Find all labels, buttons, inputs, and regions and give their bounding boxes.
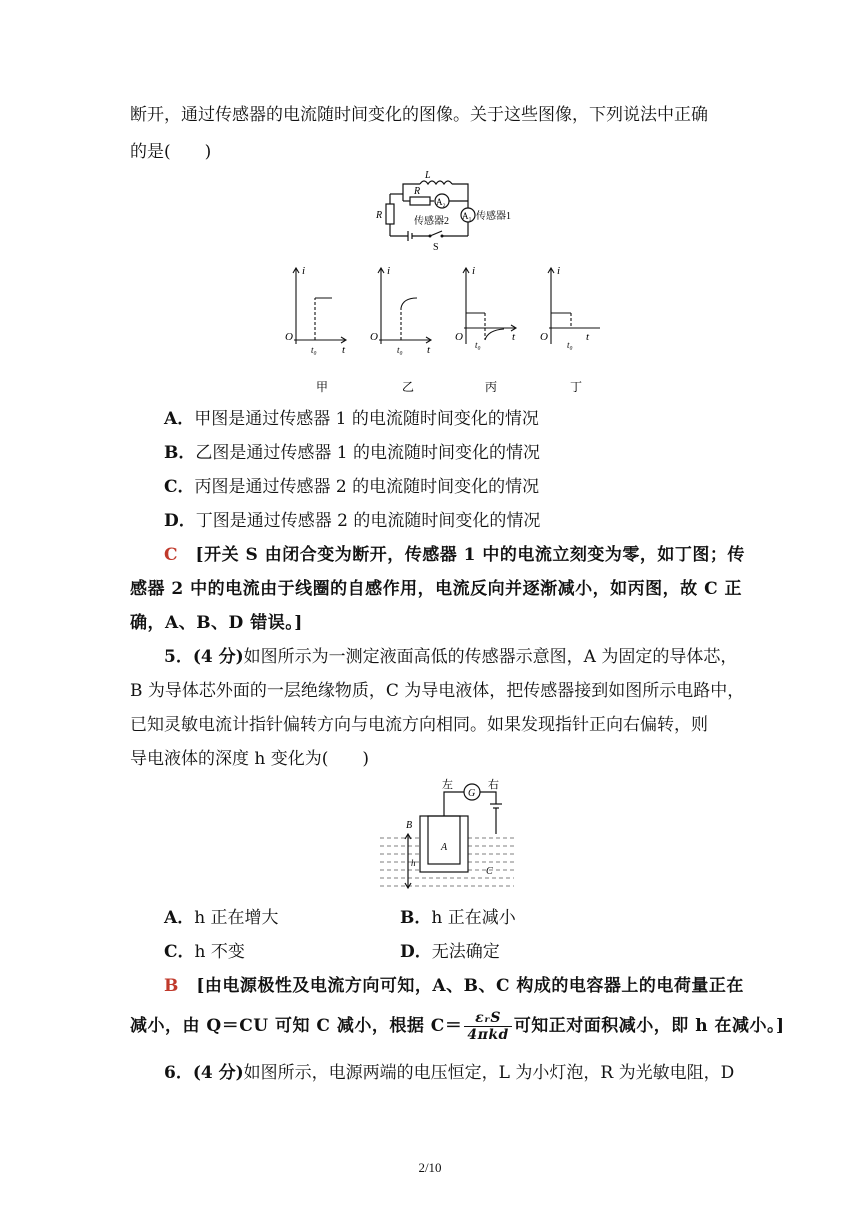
q5-option-d: D．无法确定 [400, 942, 500, 962]
sensor1-label: 传感器1 [476, 211, 511, 222]
graph1-origin: O [285, 331, 293, 343]
graph1-axis-t: t [342, 344, 346, 356]
q6-stem-line1: 6．(4 分)如图所示，电源两端的电压恒定，L 为小灯泡，R 为光敏电阻，D [164, 1063, 735, 1083]
q5-explanation-line1: B [由电源极性及电流方向可知，A、B、C 构成的电容器上的电荷量正在 [164, 976, 744, 996]
graph1-t0: t₀ [311, 345, 317, 355]
q5-option-a: A．h 正在增大 [164, 908, 279, 928]
right-label: 右 [488, 779, 499, 791]
galvanometer-label: G [468, 788, 476, 799]
graph4-origin: O [540, 331, 548, 343]
switch-label: S [433, 242, 439, 253]
q4-explanation-line1: C [开关 S 由闭合变为断开，传感器 1 中的电流立刻变为零，如丁图；传 [164, 545, 745, 565]
q4-option-c: C．丙图是通过传感器 2 的电流随时间变化的情况 [164, 477, 540, 497]
graph4-t0: t₀ [567, 340, 573, 350]
q5-explanation-line2: 减小，由 Q＝CU 可知 C 减小，根据 C＝ $\frac{\text{εᵣS}}{\text{4πkd}}$ 可知正对面积减小，即 h 在减小。] [130, 1010, 785, 1043]
q5-stem-line1: 5．(4 分)如图所示为一测定液面高低的传感器示意图，A 为固定的导体芯， [164, 647, 738, 667]
graph4-axis-t: t [586, 331, 590, 343]
q5-stem-line3: 已知灵敏电流计指针偏转方向与电流方向相同。如果发现指针正向右偏转，则 [130, 715, 708, 735]
depth-h-label: h [411, 858, 416, 868]
core-a-label: A [441, 842, 448, 853]
graph3-t0: t₀ [475, 340, 481, 350]
resistor-r1-label: R [376, 210, 383, 221]
graph2-axis-i: i [387, 265, 391, 277]
ammeter-a1-label: A₁ [462, 211, 472, 221]
q4-explanation-line2: 感器 2 中的电流由于线圈的自感作用，电流反向并逐渐减小，如丙图，故 C 正 [130, 579, 743, 599]
graph2-t0: t₀ [397, 345, 403, 355]
graph2-caption: 乙 [402, 380, 415, 394]
graph1-caption: 甲 [316, 380, 329, 394]
graph2-origin: O [370, 331, 378, 343]
q4-option-d: D．丁图是通过传感器 2 的电流随时间变化的情况 [164, 511, 541, 531]
q4-answer: C [164, 545, 179, 565]
graph3-axis-i: i [472, 265, 476, 277]
graph3-axis-t: t [512, 331, 516, 343]
liquid-c-label: C [486, 866, 493, 877]
q4-option-b: B．乙图是通过传感器 1 的电流随时间变化的情况 [164, 443, 540, 463]
q4-option-a: A．甲图是通过传感器 1 的电流随时间变化的情况 [164, 409, 539, 429]
graph2-axis-t: t [427, 344, 431, 356]
graph4-axis-i: i [557, 265, 561, 277]
graph3-origin: O [455, 331, 463, 343]
insulator-b-label: B [406, 820, 413, 831]
sensor2-label: 传感器2 [414, 216, 449, 227]
q5-answer: B [164, 976, 179, 996]
inductor-label: L [425, 170, 431, 181]
q4-explanation-line3: 确，A、B、D 错误。] [130, 613, 303, 633]
page-number: 2/10 [418, 1160, 442, 1175]
q4-stem-line2: 的是( ) [130, 142, 212, 162]
capacitance-formula: $\frac{\text{εᵣS}}{\text{4πkd}}$ [464, 1010, 511, 1043]
graph4-caption: 丁 [570, 380, 583, 394]
q4-circuit-diagram [370, 166, 520, 256]
q5-stem-line2: B 为导体芯外面的一层绝缘物质，C 为导电液体，把传感器接到如图所示电路中， [130, 681, 745, 701]
resistor-r2-label: R [414, 186, 421, 197]
graph3-caption: 丙 [485, 380, 498, 394]
q5-figure [380, 778, 520, 896]
q5-option-c: C．h 不变 [164, 942, 245, 962]
ammeter-a2-label: A₂ [436, 197, 446, 207]
graph1-axis-i: i [302, 265, 306, 277]
left-label: 左 [442, 779, 453, 791]
q4-graphs [280, 258, 600, 398]
q5-stem-line4: 导电液体的深度 h 变化为( ) [130, 749, 370, 769]
q5-option-b: B．h 正在减小 [400, 908, 516, 928]
q4-stem-line1: 断开，通过传感器的电流随时间变化的图像。关于这些图像，下列说法中正确 [130, 105, 708, 125]
